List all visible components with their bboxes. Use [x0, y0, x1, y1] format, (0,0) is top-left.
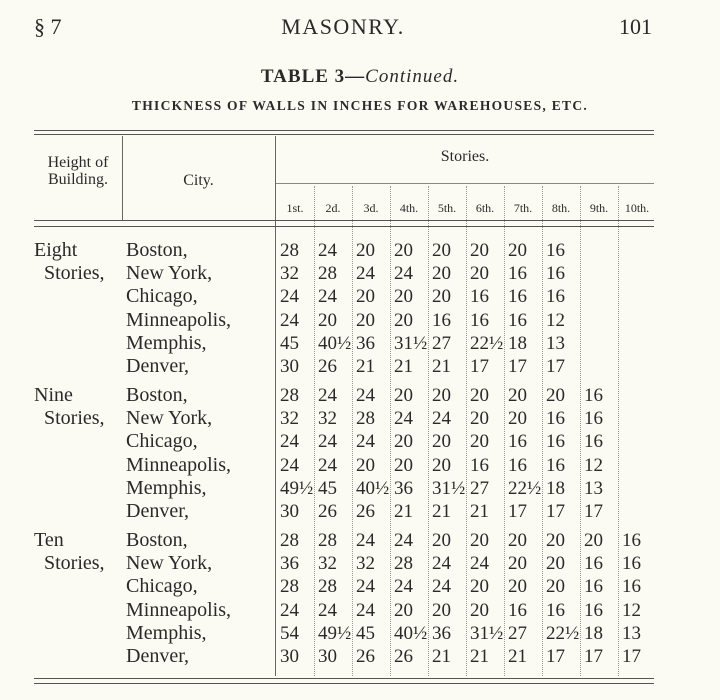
- thickness-cell: 27: [508, 622, 527, 644]
- thickness-cell: 20: [394, 309, 413, 331]
- story-column-divider: [428, 186, 429, 676]
- story-ordinal: 10th.: [624, 201, 650, 215]
- group-name: Nine: [34, 384, 73, 406]
- stories-column-header: Stories.: [440, 148, 490, 165]
- thickness-cell: 20: [394, 454, 413, 476]
- thickness-cell: 16: [584, 599, 603, 621]
- thickness-cell: 12: [546, 309, 565, 331]
- thickness-cell: 17: [622, 646, 641, 667]
- thickness-cell: 16: [546, 599, 565, 621]
- thickness-cell: 16: [546, 431, 565, 453]
- thickness-cell: 31½: [432, 477, 466, 499]
- thickness-cell: 24: [394, 408, 413, 430]
- thickness-cell: 22½: [546, 622, 580, 644]
- city-name: Memphis,: [126, 476, 207, 499]
- thickness-cell: 20: [470, 599, 489, 621]
- thickness-cell: 24: [280, 309, 299, 331]
- city-name: Boston,: [126, 529, 188, 551]
- thickness-cell: 16: [508, 431, 527, 453]
- page-header: [34, 14, 652, 46]
- thickness-cell: 27: [470, 477, 489, 499]
- thickness-cell: 13: [584, 477, 603, 499]
- thickness-cell: 17: [508, 501, 527, 522]
- thickness-cell: 24: [432, 408, 451, 430]
- thickness-cell: 36: [280, 553, 299, 575]
- thickness-cell: 16: [432, 309, 451, 331]
- thickness-cell: 45: [318, 477, 337, 499]
- thickness-cell: 24: [280, 454, 299, 476]
- thickness-cell: 28: [318, 263, 337, 285]
- thickness-cell: 24: [394, 263, 413, 285]
- thickness-cell: 24: [318, 385, 337, 406]
- thickness-cell: 28: [280, 530, 299, 551]
- thickness-cell: 20: [432, 240, 451, 261]
- thickness-cell: 16: [622, 576, 641, 598]
- city-name: Minneapolis,: [126, 453, 231, 476]
- story-column-divider: [618, 186, 619, 676]
- section-number: § 7: [34, 14, 62, 39]
- thickness-cell: 28: [394, 553, 413, 575]
- thickness-cell: 28: [318, 576, 337, 598]
- group-name-suffix: Stories,: [44, 552, 105, 575]
- thickness-cell: 20: [508, 553, 527, 575]
- thickness-cell: 17: [546, 501, 565, 522]
- story-column-divider: [504, 186, 505, 676]
- thickness-cell: 20: [508, 385, 527, 406]
- thickness-cell: 22½: [470, 332, 504, 354]
- thickness-cell: 22½: [508, 477, 542, 499]
- thickness-cell: 45: [280, 332, 299, 354]
- thickness-cell: 20: [394, 240, 413, 261]
- thickness-cell: 20: [356, 240, 375, 261]
- story-ordinal: 7th.: [513, 201, 533, 215]
- city-name: Chicago,: [126, 575, 198, 598]
- thickness-cell: 20: [432, 599, 451, 621]
- thickness-cell: 26: [356, 646, 375, 667]
- thickness-cell: 24: [318, 431, 337, 453]
- group-name-suffix: Stories,: [44, 407, 105, 430]
- thickness-cell: 24: [280, 431, 299, 453]
- thickness-cell: 17: [584, 646, 603, 667]
- thickness-cell: 16: [470, 286, 489, 308]
- city-name: New York,: [126, 552, 213, 575]
- thickness-cell: 30: [280, 356, 299, 377]
- top-rule: [34, 130, 654, 131]
- thickness-cell: 28: [280, 240, 299, 261]
- thickness-cell: 26: [394, 646, 413, 667]
- thickness-cell: 16: [584, 553, 603, 575]
- thickness-cell: 24: [318, 286, 337, 308]
- thickness-cell: 21: [470, 646, 489, 667]
- thickness-cell: 20: [508, 530, 527, 551]
- city-name: Denver,: [126, 355, 190, 377]
- thickness-cell: 24: [280, 599, 299, 621]
- thickness-cell: 26: [318, 356, 337, 377]
- thickness-cell: 31½: [470, 622, 504, 644]
- thickness-cell: 20: [356, 286, 375, 308]
- city-name: New York,: [126, 262, 213, 285]
- table-title-main: TABLE 3—: [260, 66, 366, 87]
- thickness-cell: 17: [546, 356, 565, 377]
- thickness-cell: 20: [470, 431, 489, 453]
- thickness-cell: 16: [470, 309, 489, 331]
- thickness-cell: 13: [622, 622, 641, 644]
- story-ordinal: 4th.: [399, 201, 419, 215]
- thickness-cell: 32: [280, 408, 299, 430]
- thickness-cell: 20: [470, 263, 489, 285]
- thickness-cell: 20: [470, 530, 489, 551]
- thickness-cell: 20: [356, 454, 375, 476]
- thickness-cell: 21: [394, 356, 413, 377]
- thickness-cell: 21: [432, 646, 451, 667]
- thickness-cell: 16: [546, 454, 565, 476]
- header-bottom-rule-inner: [34, 226, 654, 227]
- thickness-cell: 30: [280, 646, 299, 667]
- thickness-cell: 16: [508, 263, 527, 285]
- thickness-cell: 28: [356, 408, 375, 430]
- story-ordinal: 5th.: [437, 201, 457, 215]
- city-name: Chicago,: [126, 430, 198, 453]
- thickness-cell: 20: [394, 286, 413, 308]
- page-number: 101: [619, 14, 652, 39]
- city-name: Denver,: [126, 500, 190, 522]
- thickness-cell: 32: [318, 408, 337, 430]
- thickness-cell: 28: [318, 530, 337, 551]
- thickness-cell: 17: [546, 646, 565, 667]
- thickness-cell: 54: [280, 622, 299, 644]
- city-name: Boston,: [126, 384, 188, 406]
- table-title-continued: Continued.: [365, 66, 460, 87]
- thickness-cell: 17: [470, 356, 489, 377]
- thickness-cell: 28: [280, 385, 299, 406]
- thickness-cell: 40½: [318, 332, 352, 354]
- city-column-header: City.: [183, 172, 214, 189]
- thickness-cell: 20: [584, 530, 603, 551]
- thickness-cell: 20: [508, 408, 527, 430]
- top-rule-inner: [34, 134, 654, 135]
- thickness-cell: 16: [546, 286, 565, 308]
- thickness-cell: 32: [356, 553, 375, 575]
- story-column-divider: [390, 186, 391, 676]
- thickness-cell: 16: [584, 385, 603, 406]
- bottom-rule: [34, 678, 654, 679]
- thickness-cell: 21: [356, 356, 375, 377]
- story-column-divider: [314, 186, 315, 676]
- story-column-divider: [352, 186, 353, 676]
- thickness-cell: 24: [318, 240, 337, 261]
- thickness-cell: 20: [470, 385, 489, 406]
- group-name: Ten: [34, 529, 64, 551]
- city-name: Minneapolis,: [126, 598, 231, 621]
- story-ordinal: 3d.: [363, 201, 379, 215]
- story-column-divider: [466, 186, 467, 676]
- thickness-cell: 20: [432, 431, 451, 453]
- thickness-cell: 20: [394, 431, 413, 453]
- thickness-cell: 16: [546, 240, 565, 261]
- thickness-cell: 20: [470, 408, 489, 430]
- thickness-cell: 21: [432, 501, 451, 522]
- thickness-cell: 16: [546, 408, 565, 430]
- thickness-cell: 12: [622, 599, 641, 621]
- thickness-cell: 12: [584, 454, 603, 476]
- city-name: Minneapolis,: [126, 308, 231, 331]
- stories-rule: [276, 183, 654, 184]
- thickness-cell: 18: [546, 477, 565, 499]
- thickness-cell: 24: [318, 599, 337, 621]
- thickness-cell: 20: [432, 530, 451, 551]
- thickness-cell: 16: [508, 454, 527, 476]
- thickness-cell: 21: [432, 356, 451, 377]
- thickness-cell: 20: [394, 599, 413, 621]
- thickness-cell: 27: [432, 332, 451, 354]
- height-column-header: Height of Building.: [47, 154, 109, 188]
- story-ordinal: 2d.: [325, 201, 341, 215]
- thickness-cell: 26: [356, 501, 375, 522]
- story-ordinal: 1st.: [286, 201, 304, 215]
- thickness-cell: 21: [508, 646, 527, 667]
- thickness-cell: 24: [280, 286, 299, 308]
- thickness-cell: 28: [280, 576, 299, 598]
- thickness-cell: 20: [432, 263, 451, 285]
- running-title: MASONRY.: [281, 14, 405, 39]
- city-name: New York,: [126, 407, 213, 430]
- thickness-cell: 32: [280, 263, 299, 285]
- thickness-cell: 49½: [280, 477, 314, 499]
- thickness-cell: 20: [356, 309, 375, 331]
- thickness-cell: 20: [470, 576, 489, 598]
- thickness-cell: 16: [622, 553, 641, 575]
- thickness-cell: 16: [508, 309, 527, 331]
- thickness-cell: 13: [546, 332, 565, 354]
- city-name: Denver,: [126, 645, 190, 667]
- thickness-cell: 24: [470, 553, 489, 575]
- thickness-cell: 20: [432, 454, 451, 476]
- thickness-cell: 18: [508, 332, 527, 354]
- city-name: Chicago,: [126, 285, 198, 308]
- thickness-cell: 26: [318, 501, 337, 522]
- thickness-cell: 45: [356, 622, 375, 644]
- thickness-cell: 24: [356, 599, 375, 621]
- thickness-cell: 40½: [394, 622, 428, 644]
- thickness-cell: 16: [508, 286, 527, 308]
- thickness-cell: 24: [356, 576, 375, 598]
- thickness-cell: 16: [584, 408, 603, 430]
- thickness-cell: 20: [546, 576, 565, 598]
- thickness-cell: 40½: [356, 477, 390, 499]
- table-subtitle: THICKNESS OF WALLS IN INCHES FOR WAREHOUSES, ETC.: [131, 98, 589, 113]
- thickness-cell: 30: [280, 501, 299, 522]
- thickness-cell: 16: [584, 576, 603, 598]
- thickness-cell: 18: [584, 622, 603, 644]
- thickness-cell: 24: [356, 385, 375, 406]
- thickness-cell: 24: [432, 576, 451, 598]
- thickness-cell: 20: [546, 553, 565, 575]
- story-ordinal: 6th.: [475, 201, 495, 215]
- thickness-cell: 21: [394, 501, 413, 522]
- thickness-cell: 20: [394, 385, 413, 406]
- thickness-cell: 16: [622, 530, 641, 551]
- story-column-divider: [542, 186, 543, 676]
- thickness-cell: 17: [508, 356, 527, 377]
- thickness-cell: 24: [356, 263, 375, 285]
- thickness-cell: 36: [356, 332, 375, 354]
- thickness-cell: 24: [318, 454, 337, 476]
- city-name: Boston,: [126, 239, 188, 261]
- thickness-cell: 31½: [394, 332, 428, 354]
- thickness-cell: 20: [432, 385, 451, 406]
- thickness-cell: 20: [546, 530, 565, 551]
- thickness-cell: 24: [394, 530, 413, 551]
- table-title: [0, 66, 720, 88]
- thickness-cell: 20: [432, 286, 451, 308]
- group-name-suffix: Stories,: [44, 262, 105, 285]
- thickness-cell: 24: [394, 576, 413, 598]
- story-ordinal: 9th.: [589, 201, 609, 215]
- thickness-cell: 20: [508, 240, 527, 261]
- thickness-cell: 49½: [318, 622, 352, 644]
- city-name: Memphis,: [126, 621, 207, 644]
- thickness-cell: 20: [546, 385, 565, 406]
- thickness-cell: 16: [470, 454, 489, 476]
- thickness-cell: 20: [470, 240, 489, 261]
- thickness-cell: 36: [394, 477, 413, 499]
- thickness-cell: 36: [432, 622, 451, 644]
- thickness-cell: 30: [318, 646, 337, 667]
- bottom-rule-inner: [34, 683, 654, 684]
- thickness-cell: 21: [470, 501, 489, 522]
- thickness-cell: 16: [508, 599, 527, 621]
- city-name: Memphis,: [126, 331, 207, 354]
- thickness-cell: 32: [318, 553, 337, 575]
- group-name: Eight: [34, 239, 78, 261]
- thickness-cell: 24: [432, 553, 451, 575]
- thickness-cell: 16: [584, 431, 603, 453]
- thickness-cell: 16: [546, 263, 565, 285]
- thickness-cell: 17: [584, 501, 603, 522]
- thickness-cell: 24: [356, 431, 375, 453]
- story-column-divider: [580, 186, 581, 676]
- story-ordinal: 8th.: [551, 201, 571, 215]
- thickness-cell: 24: [356, 530, 375, 551]
- thickness-cell: 20: [508, 576, 527, 598]
- thickness-cell: 20: [318, 309, 337, 331]
- header-bottom-rule: [34, 220, 654, 221]
